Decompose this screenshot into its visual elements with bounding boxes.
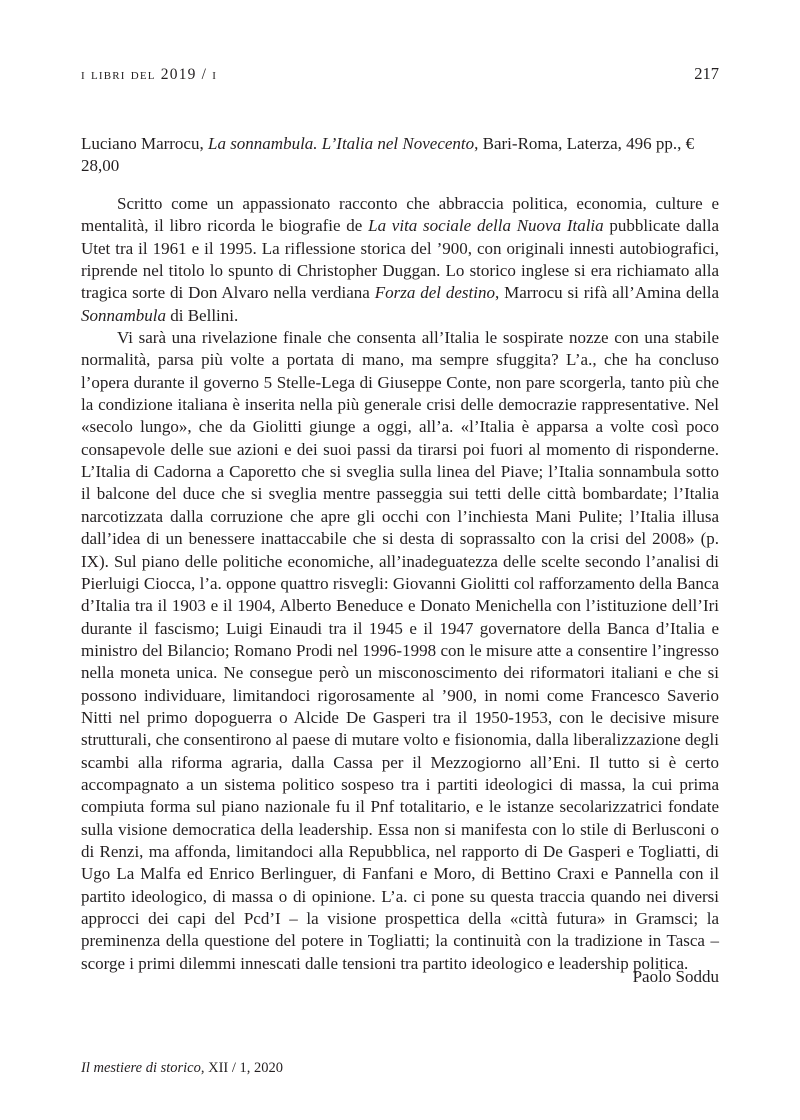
review-text: Scritto come un appassionato racconto che abbraccia politica, economia, culture e mentalità, il libro ricorda le biografie de [81,194,719,236]
citation-author: Luciano Marrocu, [81,134,208,153]
journal-name: Il mestiere di storico [81,1060,201,1076]
journal-issue: , XII / 1, 2020 [200,1060,284,1076]
page-number: 217 [694,64,719,83]
review-text: pubblicate dalla Utet tra il 1961 e il 1995. La riflessione storica del ’900, con originali innesti autobiografici, riprende nel titolo lo spunto di Christopher Duggan. Lo storico inglese si era richiamato alla tragica sorte di Don Alvaro nella verdiana [81,216,719,303]
italic-title: Forza del destino [374,283,495,303]
italic-title: Sonnambula [81,305,166,325]
review-text: di Bellini. [166,305,239,325]
review-body [81,193,719,975]
journal-footer [81,1058,283,1078]
review-text: , Marrocu si rifà all’Amina della [494,283,719,303]
review-paragraph-2: Vi sarà una rivelazione finale che consenta all’Italia le sospirate nozze con una stabile normalità, parsa più volte a portata di mano, ma sempre sfuggita? L’a., che ha concluso l’opera durante il governo 5 Stelle-Lega di Giuseppe Conte, non pare scorgerla, tanto più che la condizione italiana è inserita nella più generale crisi delle democrazie rappresentative. Nel «secolo lungo», che da Giolitti giunge a oggi, all’a. «l’Italia è apparsa a volte così poco consapevole delle sue azioni e dei suoi passi da tirarsi poi fuori al momento di risponderne. L’Italia di Cadorna a Caporetto che si sveglia sulla linea del Piave; l’Italia sonnambula sotto il balcone del duce che si sveglia mentre passeggia sui tetti delle città bombardate; l’Italia narcotizzata dalla corruzione che apre gli occhi con l’inchiesta Mani Pulite; l’Italia illusa dall’idea di un benessere inattaccabile che si desta di soprassalto con la crisi del 2008» (p. IX). Sul piano delle politiche economiche, all’inadeguatezza delle scelte secondo l’analisi di Pierluigi Ciocca, l’a. oppone quattro risvegli: Giovanni Giolitti col rafforzamento della Banca d’Italia tra il 1903 e il 1904, Alberto Beneduce e Donato Menichella con l’istituzione dell’Iri durante il fascismo; Luigi Einaudi tra il 1945 e il 1947 governatore della Banca d’Italia e ministro del Bilancio; Romano Prodi nel 1996-1998 con le misure atte a consentire l’ingresso nella moneta unica. Ne consegue però un misconoscimento dei riformatori italiani e che si possono individuare, limitandoci rigorosamente al ’900, in nomi come Francesco Saverio Nitti nel primo dopoguerra o Alcide De Gasperi tra il 1950-1953, con le decisive misure strutturali, che consentirono al paese di mutare volto e fisionomia, dalla liberalizzazione degli scambi alla riforma agraria, dalla Cassa per il Mezzogiorno all’Eni. Il tutto si è certo accompagnato a un sistema politico sospeso tra i partiti ideologici di massa, la cui prima compiuta forma sul piano nazionale fu il Pnf totalitario, e le istanze secolarizzatrici fondate sulla visione democratica della leadership. Essa non si manifesta con lo stile di Berlusconi o di Renzi, ma affonda, limitandoci alla Repubblica, nel rapporto di De Gasperi e Togliatti, di Ugo La Malfa ed Enrico Berlinguer, di Fanfani e Moro, di Bettino Craxi e Pannella con il partito ideologico, di massa o di opinione. L’a. ci pone su questa traccia quando nei diversi approcci dei capi del Pcd’I – la visione prospettica della «città futura» in Gramsci; la preminenza della questione del potere in Togliatti; la continuità con la tradizione in Tasca – scorge i primi dilemmi innescati dalle tensioni tra partito ideologico e leadership politica. [81,328,719,973]
running-head: i libri del 2019 / i [81,66,218,83]
italic-title: La vita sociale della Nuova Italia [368,216,604,236]
citation-title: La sonnambula. L’Italia nel Novecento [207,134,475,153]
citation-publication: , Bari-Roma, Laterza, 496 pp., € 28,00 [81,134,695,175]
book-citation [81,133,719,177]
review-paragraph-1 [81,193,719,327]
reviewer-signature: Paolo Soddu [632,967,719,986]
